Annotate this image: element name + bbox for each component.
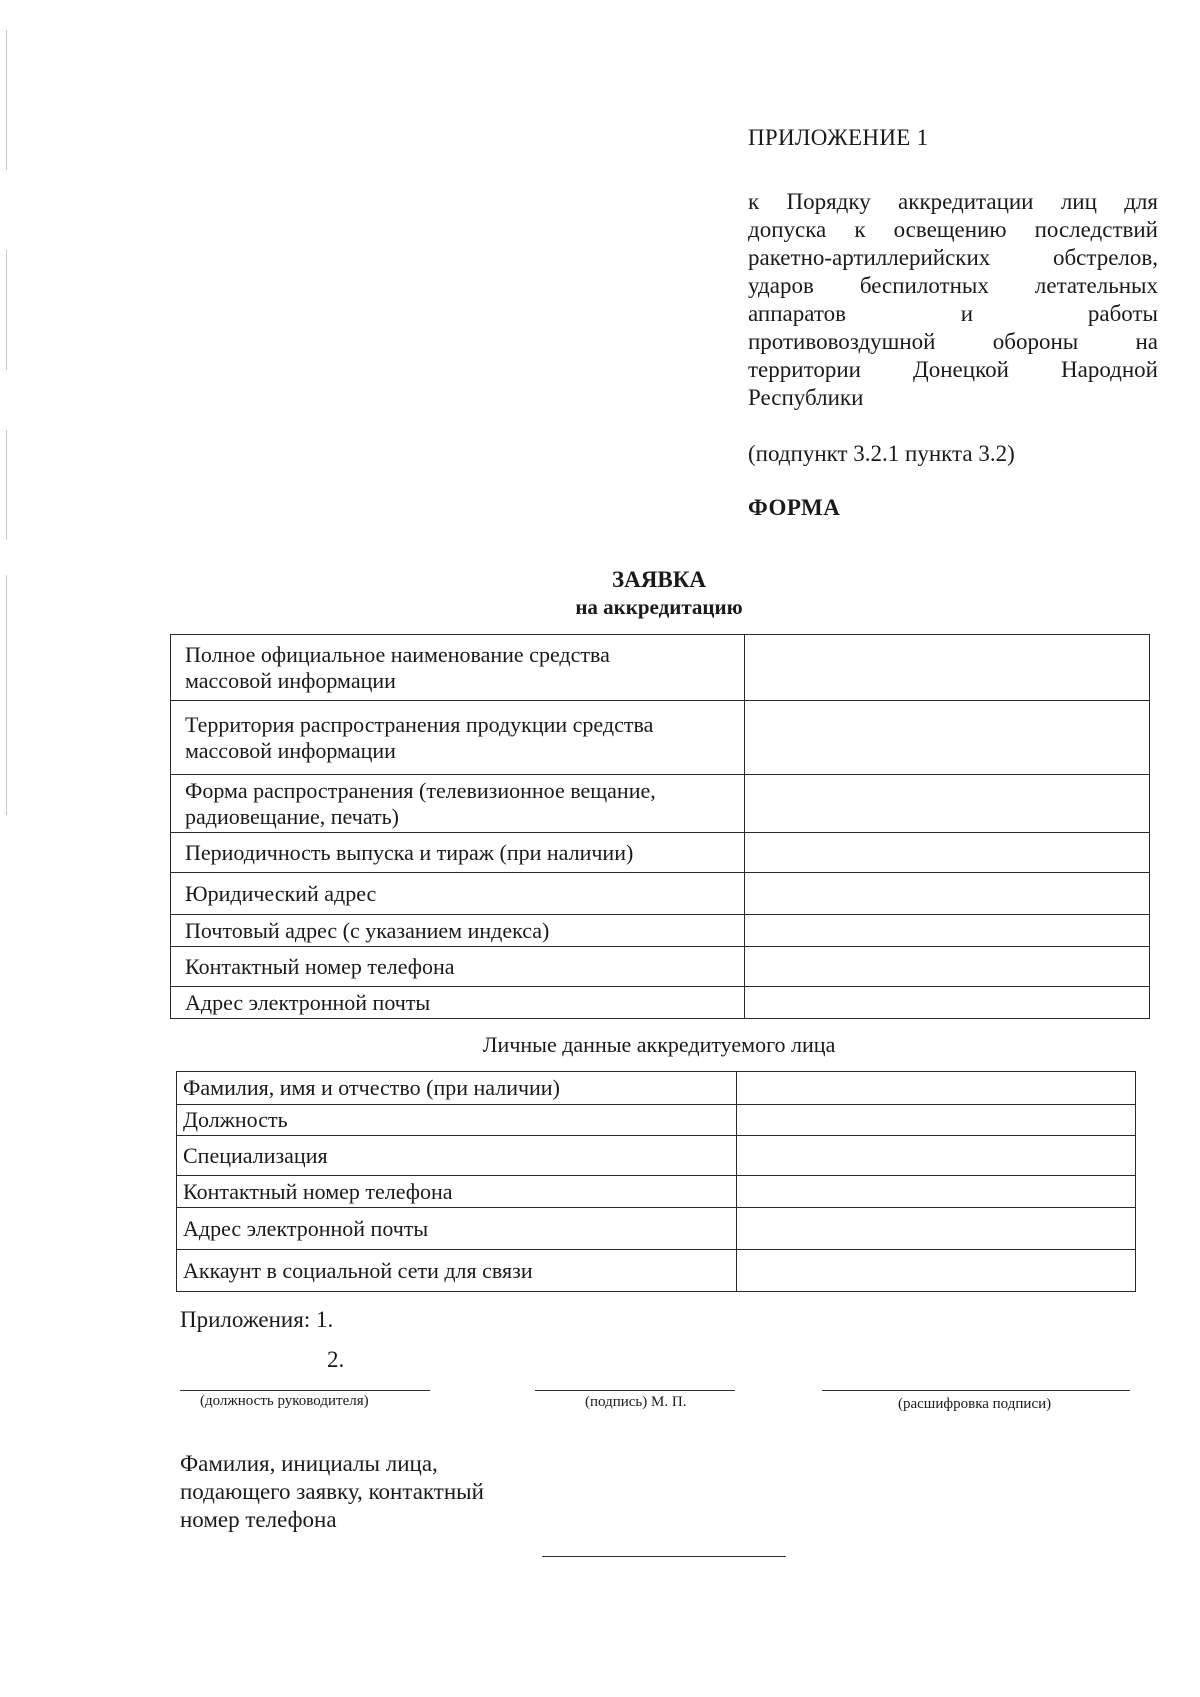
appendix-subitem: (подпункт 3.2.1 пункта 3.2) [748,441,1015,466]
applicant-line: Фамилия, инициалы лица, [180,1451,438,1476]
media-info-table [170,634,1150,1019]
table-row [171,635,1150,701]
scan-artifact [6,30,7,170]
position-field[interactable] [737,1105,1136,1136]
row-label: Аккаунт в социальной сети для связи [177,1250,737,1292]
distribution-form-field[interactable] [745,775,1150,833]
table-row [171,915,1150,947]
row-label: Почтовый адрес (с указанием индекса) [171,915,745,947]
document-title: ЗАЯВКА [612,567,706,592]
applicant-line-field[interactable] [542,1556,786,1557]
row-label: Контактный номер телефона [177,1176,737,1208]
attachments-label: Приложения: 1. [180,1307,334,1332]
table-row [171,833,1150,873]
row-label [171,701,745,775]
table-row [177,1136,1136,1176]
table-row [177,1176,1136,1208]
row-label-line: массовой информации [185,737,396,763]
row-label-line: массовой информации [185,667,396,693]
attachments-block [180,1306,345,1372]
row-label [171,775,745,833]
appendix-text-line: Республики [748,385,864,410]
appendix-text-line: к Порядку аккредитации лиц для [748,189,1158,214]
row-label-line: Территория распространения продукции средства [185,711,654,737]
row-label: Контактный номер телефона [171,947,745,987]
appendix-text-line: противовоздушной обороны на [748,329,1158,354]
legal-address-field[interactable] [745,873,1150,915]
distribution-territory-field[interactable] [745,701,1150,775]
scan-artifact [6,250,7,370]
row-label: Адрес электронной почты [177,1208,737,1250]
table-row [177,1208,1136,1250]
appendix-text-line: ударов беспилотных летательных [748,273,1158,298]
postal-address-field[interactable] [745,915,1150,947]
form-label: ФОРМА [748,495,841,520]
row-label [171,635,745,701]
specialization-field[interactable] [737,1136,1136,1176]
signature-line[interactable] [535,1390,735,1391]
table-row [171,701,1150,775]
person-phone-field[interactable] [737,1176,1136,1208]
row-label: Периодичность выпуска и тираж (при наличии) [171,833,745,873]
applicant-line: подающего заявку, контактный [180,1479,484,1504]
table-row [171,775,1150,833]
row-label: Должность [177,1105,737,1136]
media-name-field[interactable] [745,635,1150,701]
table-row [171,987,1150,1019]
appendix-text-line: территории Донецкой Народной [748,357,1158,382]
table-row [171,947,1150,987]
applicant-block [180,1450,484,1534]
position-signature-line[interactable] [180,1390,430,1391]
periodicity-field[interactable] [745,833,1150,873]
signature-caption: (подпись) М. П. [585,1394,687,1410]
appendix-text-line: допуска к освещению последствий [748,217,1158,242]
appendix-text-line: аппаратов и работы [748,301,1158,326]
row-label-line: Полное официальное наименование средства [185,641,610,667]
row-label-line: Форма распространения (телевизионное вещание, [185,777,656,803]
personal-data-title: Личные данные аккредитуемого лица [482,1032,836,1057]
full-name-field[interactable] [737,1072,1136,1105]
org-email-field[interactable] [745,987,1150,1019]
decoding-signature-line[interactable] [822,1390,1130,1391]
row-label: Специализация [177,1136,737,1176]
row-label-line: радиовещание, печать) [185,803,399,829]
attachment-item-2: 2. [327,1347,345,1372]
appendix-block [748,124,1158,522]
scan-artifact [6,430,7,540]
document-subtitle: на аккредитацию [575,595,743,619]
table-row [177,1072,1136,1105]
org-phone-field[interactable] [745,947,1150,987]
row-label: Фамилия, имя и отчество (при наличии) [177,1072,737,1105]
row-label: Юридический адрес [171,873,745,915]
appendix-text-line: ракетно-артиллерийских обстрелов, [748,245,1158,270]
table-row [171,873,1150,915]
appendix-text [748,188,1158,412]
position-caption: (должность руководителя) [200,1393,369,1409]
personal-data-table [176,1071,1136,1292]
row-label: Адрес электронной почты [171,987,745,1019]
decoding-caption: (расшифровка подписи) [898,1396,1052,1412]
person-email-field[interactable] [737,1208,1136,1250]
appendix-title: ПРИЛОЖЕНИЕ 1 [748,125,929,150]
table-row [177,1105,1136,1136]
applicant-line: номер телефона [180,1507,337,1532]
social-account-field[interactable] [737,1250,1136,1292]
table-row [177,1250,1136,1292]
